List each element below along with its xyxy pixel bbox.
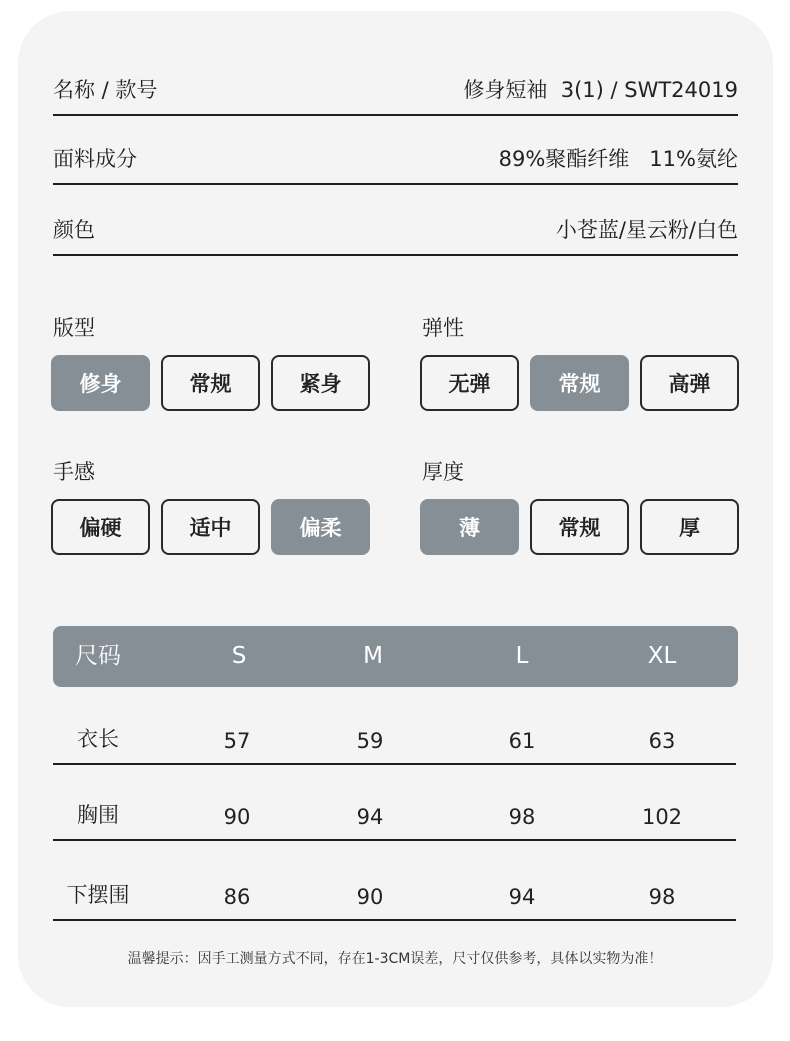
table-row — [53, 840, 736, 921]
table-cell: 61 — [508, 729, 536, 753]
measurement-note: 温馨提示：因手工测量方式不同，存在1-3CM误差，尺寸仅供参考，具体以实物为准！ — [127, 951, 663, 967]
thickness-title: 厚度 — [422, 460, 464, 484]
table-row — [53, 762, 736, 841]
fit-option[interactable]: 紧身 — [271, 355, 370, 411]
thickness-option[interactable]: 常规 — [530, 499, 629, 555]
info-value: 小苍蓝/星云粉/白色 — [555, 218, 738, 242]
feel-title: 手感 — [53, 460, 95, 484]
size-header-cell: S — [231, 643, 247, 669]
table-cell: 57 — [223, 729, 251, 753]
table-cell: 90 — [223, 805, 251, 829]
table-cell: 98 — [648, 885, 676, 909]
fit-title: 版型 — [53, 316, 95, 340]
table-cell: 94 — [508, 885, 536, 909]
info-row-name — [53, 74, 738, 116]
feel-option[interactable]: 适中 — [161, 499, 260, 555]
fit-option[interactable]: 常规 — [161, 355, 260, 411]
table-cell: 98 — [508, 805, 536, 829]
size-header-label: 尺码 — [75, 643, 121, 669]
size-header-cell: XL — [647, 643, 677, 669]
info-row-color — [53, 214, 738, 256]
elasticity-title: 弹性 — [422, 316, 464, 340]
row-label: 衣长 — [77, 727, 119, 751]
table-cell: 102 — [641, 805, 683, 829]
row-label: 下摆围 — [66, 883, 130, 907]
row-label: 胸围 — [77, 803, 119, 827]
fit-option[interactable]: 修身 — [51, 355, 150, 411]
table-row — [53, 686, 736, 765]
feel-option[interactable]: 偏柔 — [271, 499, 370, 555]
size-table-header — [53, 626, 738, 687]
table-cell: 90 — [356, 885, 384, 909]
info-label: 面料成分 — [53, 147, 137, 171]
table-cell: 63 — [648, 729, 676, 753]
info-row-fabric — [53, 143, 738, 185]
elasticity-option[interactable]: 常规 — [530, 355, 629, 411]
thickness-option[interactable]: 厚 — [640, 499, 739, 555]
feel-option[interactable]: 偏硬 — [51, 499, 150, 555]
table-cell: 59 — [356, 729, 384, 753]
size-header-cell: L — [515, 643, 529, 669]
table-cell: 94 — [356, 805, 384, 829]
info-label: 颜色 — [53, 218, 95, 242]
info-value: 89%聚酯纤维 11%氨纶 — [498, 147, 738, 171]
thickness-option[interactable]: 薄 — [420, 499, 519, 555]
size-header-cell: M — [363, 643, 383, 669]
info-label: 名称 / 款号 — [53, 78, 158, 102]
elasticity-option[interactable]: 无弹 — [420, 355, 519, 411]
elasticity-option[interactable]: 高弹 — [640, 355, 739, 411]
info-value: 修身短袖 3(1) / SWT24019 — [463, 78, 738, 102]
table-cell: 86 — [223, 885, 251, 909]
